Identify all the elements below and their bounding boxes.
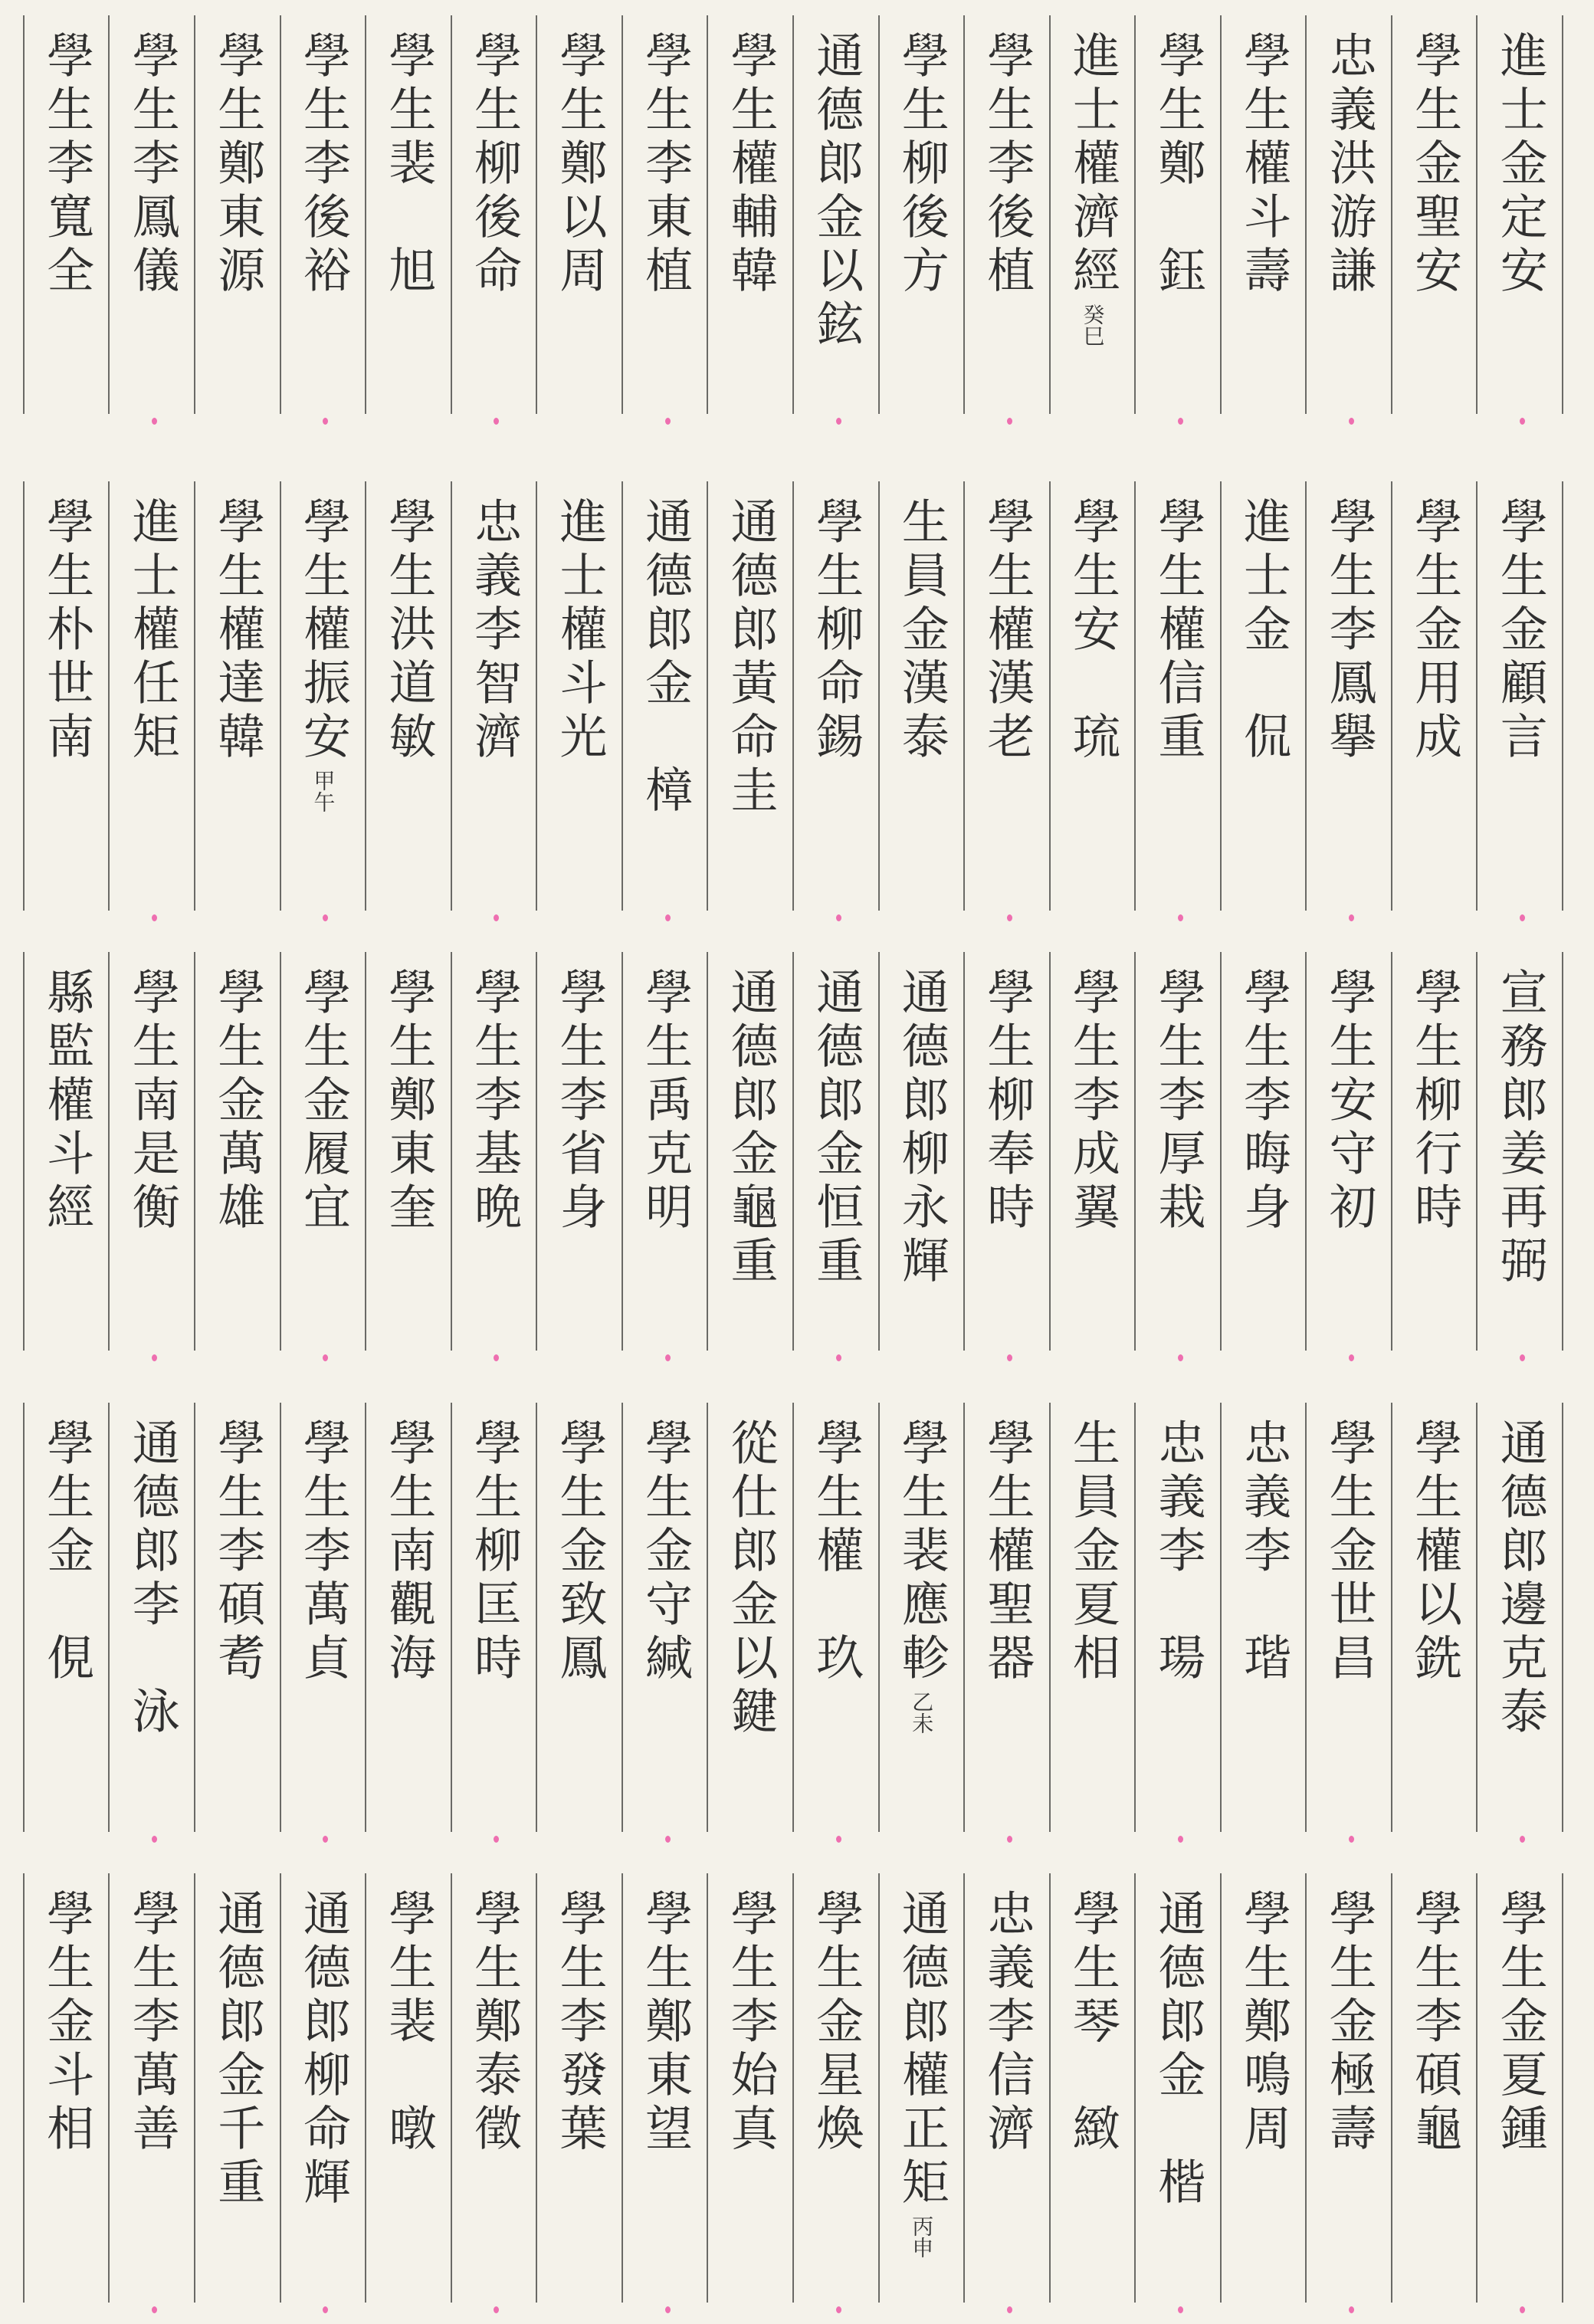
- name-column: [965, 952, 1051, 1351]
- name-column: [794, 1873, 880, 2303]
- name-entry: 學生柳奉時: [979, 967, 1035, 1236]
- name-entry: 學生禹克明: [637, 967, 694, 1236]
- ink-mark: [323, 1354, 328, 1361]
- name-column: [281, 15, 367, 414]
- name-entry: 學生金聖安: [1406, 31, 1463, 299]
- name-entry: 學生李碩耉: [209, 1418, 266, 1686]
- name-column: [195, 1403, 281, 1832]
- name-entry: 學生鄭 鈺: [1150, 31, 1206, 299]
- name-column: [1392, 1873, 1478, 2303]
- name-entry: 學生南是衡: [124, 967, 181, 1236]
- name-column: [110, 481, 195, 911]
- name-column: [537, 15, 623, 414]
- name-column: [281, 1403, 367, 1832]
- name-entry: 學生鄭東望: [637, 1889, 694, 2157]
- name-entry: 學生金星煥: [808, 1889, 864, 2157]
- year-annotation: 乙未: [909, 1691, 935, 1734]
- name-column: [965, 481, 1051, 911]
- name-entry: 通德郎權正矩: [894, 1889, 950, 2211]
- name-entry: 學生金守緘: [637, 1418, 694, 1686]
- name-column: [1392, 481, 1478, 911]
- name-column: [965, 15, 1051, 414]
- ink-mark: [323, 1836, 328, 1843]
- name-column: [1478, 1873, 1563, 2303]
- name-entry: 學生鄭鳴周: [1235, 1889, 1292, 2157]
- name-entry: 學生李鳳擧: [1321, 497, 1378, 765]
- name-entry: 忠義李信濟: [979, 1889, 1035, 2157]
- name-column: [195, 1873, 281, 2303]
- name-column: [1222, 952, 1307, 1351]
- name-entry: 生員金漢泰: [894, 497, 950, 765]
- name-column: [1307, 1403, 1392, 1832]
- ink-mark: [1349, 2306, 1354, 2313]
- register-row: [23, 1873, 1563, 2303]
- name-column: [195, 15, 281, 414]
- name-entry: 學生權斗壽: [1235, 31, 1292, 299]
- name-column: [110, 1873, 195, 2303]
- name-column: [708, 15, 794, 414]
- ink-mark: [1178, 1354, 1183, 1361]
- name-entry: 學生南觀海: [380, 1418, 437, 1686]
- name-entry: 通德郎李 泳: [124, 1418, 181, 1740]
- name-entry: 學生金 俔: [38, 1418, 95, 1686]
- name-column: [1051, 481, 1136, 911]
- ink-mark: [152, 418, 157, 425]
- name-entry: 學生金極壽: [1321, 1889, 1378, 2157]
- name-entry: 通德郎金 楷: [1150, 1889, 1206, 2211]
- name-entry: 學生權 玖: [808, 1418, 864, 1686]
- name-column: [794, 481, 880, 911]
- ink-mark: [323, 418, 328, 425]
- name-column: [623, 1873, 709, 2303]
- name-entry: 學生琴 緻: [1064, 1889, 1121, 2157]
- name-column: [23, 952, 110, 1351]
- name-column: [110, 1403, 195, 1832]
- name-column: [1478, 481, 1563, 911]
- name-column: [965, 1403, 1051, 1832]
- name-entry: 進士金定安: [1492, 31, 1549, 299]
- name-column: [794, 952, 880, 1351]
- name-entry: 生員金夏相: [1064, 1418, 1121, 1686]
- ink-mark: [323, 2306, 328, 2313]
- ink-mark: [836, 2306, 841, 2313]
- name-entry: 進士權斗光: [552, 497, 608, 765]
- name-column: [23, 1403, 110, 1832]
- name-column: [537, 481, 623, 911]
- ink-mark: [1349, 418, 1354, 425]
- ink-mark: [152, 914, 157, 921]
- name-column: [880, 1873, 966, 2303]
- name-entry: 學生權漢老: [979, 497, 1035, 765]
- name-column: [1392, 952, 1478, 1351]
- name-entry: 進士金 侃: [1235, 497, 1292, 765]
- name-column: [195, 481, 281, 911]
- ink-mark: [494, 1354, 499, 1361]
- name-column: [366, 1873, 452, 2303]
- name-column: [1392, 15, 1478, 414]
- ink-mark: [1349, 1836, 1354, 1843]
- name-entry: 學生權達韓: [209, 497, 266, 765]
- ink-mark: [1007, 1354, 1012, 1361]
- name-entry: 通德郎柳永輝: [894, 967, 950, 1289]
- name-column: [1478, 952, 1563, 1351]
- name-entry: 學生李鳳儀: [124, 31, 181, 299]
- name-column: [452, 481, 538, 911]
- name-entry: 學生金致鳳: [552, 1418, 608, 1686]
- ink-mark: [1178, 2306, 1183, 2313]
- ink-mark: [1007, 914, 1012, 921]
- name-entry: 學生李萬善: [124, 1889, 181, 2157]
- name-entry: 通德郎金龜重: [723, 967, 779, 1289]
- ink-mark: [1178, 1836, 1183, 1843]
- ink-mark: [323, 914, 328, 921]
- ink-mark: [665, 1836, 671, 1843]
- name-column: [281, 481, 367, 911]
- name-entry: 學生柳命錫: [808, 497, 864, 765]
- name-column: [623, 1403, 709, 1832]
- name-column: [623, 952, 709, 1351]
- name-column: [537, 1873, 623, 2303]
- ink-mark: [494, 914, 499, 921]
- register-row: [23, 15, 1563, 414]
- name-column: [708, 952, 794, 1351]
- name-entry: 學生鄭泰徵: [466, 1889, 523, 2157]
- name-column: [1222, 481, 1307, 911]
- name-column: [1051, 15, 1136, 414]
- name-column: [537, 952, 623, 1351]
- name-column: [880, 15, 966, 414]
- name-entry: 學生權振安: [295, 497, 352, 765]
- name-column: [366, 952, 452, 1351]
- name-column: [537, 1403, 623, 1832]
- name-column: [1136, 15, 1222, 414]
- ink-mark: [1520, 914, 1525, 921]
- name-entry: 學生李基晩: [466, 967, 523, 1236]
- register-row: [23, 952, 1563, 1351]
- ink-mark: [665, 914, 671, 921]
- ink-mark: [1007, 2306, 1012, 2313]
- name-column: [110, 952, 195, 1351]
- ink-mark: [152, 2306, 157, 2313]
- name-column: [1478, 1403, 1563, 1832]
- name-entry: 通德郎柳命輝: [295, 1889, 352, 2211]
- name-column: [23, 1873, 110, 2303]
- name-column: [708, 1873, 794, 2303]
- name-column: [1136, 1403, 1222, 1832]
- name-entry: 學生權輔韓: [723, 31, 779, 299]
- name-column: [281, 1873, 367, 2303]
- name-column: [452, 952, 538, 1351]
- name-entry: 忠義李 瑒: [1150, 1418, 1206, 1686]
- ink-mark: [1178, 418, 1183, 425]
- name-entry: 學生李碩龜: [1406, 1889, 1463, 2157]
- name-entry: 忠義洪游謙: [1321, 31, 1378, 299]
- name-entry: 學生李成翼: [1064, 967, 1121, 1236]
- name-entry: 學生鄭東源: [209, 31, 266, 299]
- ink-mark: [152, 1354, 157, 1361]
- ink-mark: [1349, 1354, 1354, 1361]
- register-row: [23, 481, 1563, 911]
- name-column: [708, 1403, 794, 1832]
- name-column: [880, 952, 966, 1351]
- name-entry: 學生裴應軫: [894, 1418, 950, 1686]
- name-entry: 學生李厚栽: [1150, 967, 1206, 1236]
- ink-mark: [1007, 418, 1012, 425]
- name-column: [1307, 481, 1392, 911]
- name-column: [23, 481, 110, 911]
- ink-mark: [836, 1836, 841, 1843]
- name-entry: 進士權任矩: [124, 497, 181, 765]
- name-entry: 學生柳後命: [466, 31, 523, 299]
- ink-mark: [665, 2306, 671, 2313]
- name-entry: 學生權信重: [1150, 497, 1206, 765]
- name-column: [1051, 1873, 1136, 2303]
- name-column: [23, 15, 110, 414]
- name-column: [452, 15, 538, 414]
- name-column: [1392, 1403, 1478, 1832]
- name-column: [110, 15, 195, 414]
- name-column: [794, 1403, 880, 1832]
- name-entry: 學生李省身: [552, 967, 608, 1236]
- name-entry: 學生安守初: [1321, 967, 1378, 1236]
- name-entry: 從仕郎金以鍵: [723, 1418, 779, 1740]
- ink-mark: [836, 418, 841, 425]
- name-entry: 學生李始真: [723, 1889, 779, 2157]
- name-entry: 學生權聖器: [979, 1418, 1035, 1686]
- name-column: [1136, 481, 1222, 911]
- year-annotation: 癸巳: [1080, 304, 1106, 346]
- name-entry: 學生金用成: [1406, 497, 1463, 765]
- name-column: [1222, 1873, 1307, 2303]
- name-entry: 宣務郎姜再弼: [1492, 967, 1549, 1289]
- ink-mark: [836, 1354, 841, 1361]
- name-entry: 學生柳匡時: [466, 1418, 523, 1686]
- name-entry: 通德郎金以鉉: [808, 31, 864, 353]
- register-row: [23, 1403, 1563, 1832]
- name-column: [1051, 1403, 1136, 1832]
- name-entry: 學生李萬貞: [295, 1418, 352, 1686]
- name-entry: 學生李後裕: [295, 31, 352, 299]
- name-column: [880, 1403, 966, 1832]
- ink-mark: [665, 418, 671, 425]
- name-entry: 學生李發葉: [552, 1889, 608, 2157]
- name-entry: 學生金世昌: [1321, 1418, 1378, 1686]
- name-column: [452, 1403, 538, 1832]
- ink-mark: [1520, 418, 1525, 425]
- name-column: [794, 15, 880, 414]
- name-entry: 忠義李 瑎: [1235, 1418, 1292, 1686]
- year-annotation: 甲午: [310, 770, 336, 812]
- name-entry: 學生李晦身: [1235, 967, 1292, 1236]
- name-entry: 學生柳後方: [894, 31, 950, 299]
- name-column: [366, 15, 452, 414]
- name-entry: 學生金夏鍾: [1492, 1889, 1549, 2157]
- name-column: [1222, 1403, 1307, 1832]
- name-entry: 學生鄭以周: [552, 31, 608, 299]
- name-entry: 學生安 琉: [1064, 497, 1121, 765]
- name-entry: 學生李寬全: [38, 31, 95, 299]
- name-entry: 學生金萬雄: [209, 967, 266, 1236]
- ink-mark: [1520, 1354, 1525, 1361]
- name-entry: 學生金履宜: [295, 967, 352, 1236]
- name-column: [1307, 952, 1392, 1351]
- ink-mark: [1007, 1836, 1012, 1843]
- name-column: [1222, 15, 1307, 414]
- name-entry: 學生洪道敏: [380, 497, 437, 765]
- name-column: [1307, 1873, 1392, 2303]
- year-annotation: 丙申: [909, 2215, 935, 2258]
- name-entry: 通德郎金千重: [209, 1889, 266, 2211]
- name-entry: 學生朴世南: [38, 497, 95, 765]
- ink-mark: [665, 1354, 671, 1361]
- ink-mark: [1520, 1836, 1525, 1843]
- name-entry: 學生金斗相: [38, 1889, 95, 2157]
- ink-mark: [836, 914, 841, 921]
- name-entry: 忠義李智濟: [466, 497, 523, 765]
- name-column: [965, 1873, 1051, 2303]
- name-column: [623, 15, 709, 414]
- name-entry: 學生李東植: [637, 31, 694, 299]
- ink-mark: [1178, 914, 1183, 921]
- name-column: [452, 1873, 538, 2303]
- name-entry: 學生柳行時: [1406, 967, 1463, 1236]
- name-entry: 通德郎邊克泰: [1492, 1418, 1549, 1740]
- name-column: [366, 481, 452, 911]
- name-column: [623, 481, 709, 911]
- name-entry: 學生金顧言: [1492, 497, 1549, 765]
- ink-mark: [494, 418, 499, 425]
- name-column: [1136, 1873, 1222, 2303]
- name-column: [281, 952, 367, 1351]
- name-column: [880, 481, 966, 911]
- ink-mark: [1520, 2306, 1525, 2313]
- name-column: [1307, 15, 1392, 414]
- name-column: [1136, 952, 1222, 1351]
- name-entry: 學生李後植: [979, 31, 1035, 299]
- name-entry: 通德郎黃命圭: [723, 497, 779, 819]
- name-entry: 學生權以銑: [1406, 1418, 1463, 1686]
- ink-mark: [1349, 914, 1354, 921]
- ink-mark: [494, 2306, 499, 2313]
- ink-mark: [494, 1836, 499, 1843]
- ink-mark: [152, 1836, 157, 1843]
- name-column: [366, 1403, 452, 1832]
- name-entry: 學生鄭東奎: [380, 967, 437, 1236]
- name-entry: 進士權濟經: [1064, 31, 1121, 299]
- name-entry: 縣監權斗經: [38, 967, 95, 1236]
- name-column: [708, 481, 794, 911]
- name-column: [1051, 952, 1136, 1351]
- name-entry: 通德郎金 樟: [637, 497, 694, 819]
- name-column: [1478, 15, 1563, 414]
- name-entry: 學生裴 旭: [380, 31, 437, 299]
- name-column: [195, 952, 281, 1351]
- name-entry: 通德郎金恒重: [808, 967, 864, 1289]
- name-entry: 學生裴 暾: [380, 1889, 437, 2157]
